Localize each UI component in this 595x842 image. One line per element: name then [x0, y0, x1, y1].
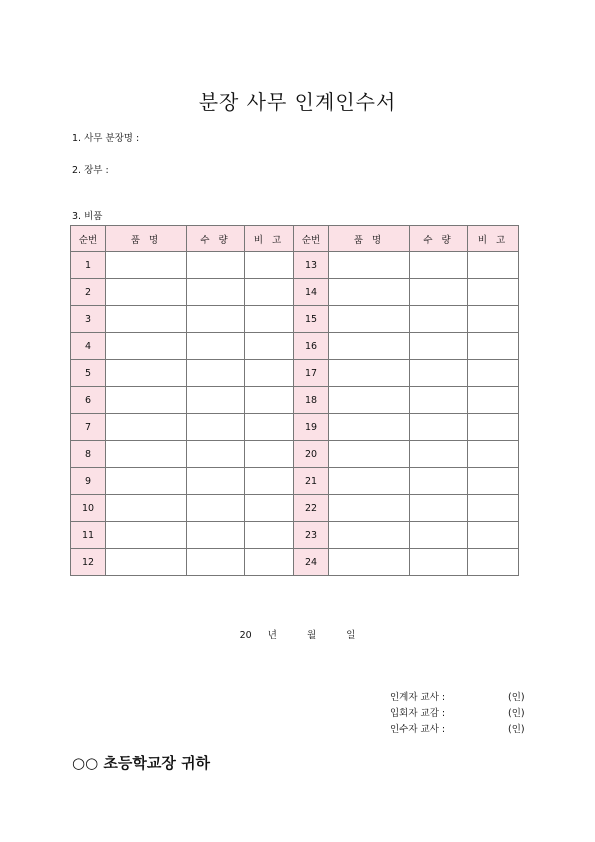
cell-item-left — [106, 333, 187, 360]
table-row — [71, 468, 519, 495]
table-row — [71, 495, 519, 522]
cell-note-left — [245, 522, 294, 549]
cell-item-right — [329, 522, 410, 549]
row-seq-left: 6 — [71, 387, 106, 414]
cell-item-left — [106, 252, 187, 279]
cell-item-right — [329, 495, 410, 522]
cell-item-left — [106, 360, 187, 387]
cell-note-right — [468, 252, 519, 279]
row-seq-left: 3 — [71, 306, 106, 333]
table-row — [71, 387, 519, 414]
stamp-placeholder: (인) — [508, 708, 525, 719]
cell-qty-left — [187, 333, 245, 360]
cell-item-right — [329, 360, 410, 387]
cell-qty-left — [187, 468, 245, 495]
cell-item-left — [106, 279, 187, 306]
cell-note-right — [468, 495, 519, 522]
section-ledger: 2. 장부 : — [72, 165, 109, 176]
cell-item-right — [329, 549, 410, 576]
cell-note-right — [468, 360, 519, 387]
cell-note-left — [245, 306, 294, 333]
date-line — [0, 627, 595, 641]
row-seq-right: 17 — [294, 360, 329, 387]
cell-item-left — [106, 414, 187, 441]
cell-qty-left — [187, 414, 245, 441]
cell-item-left — [106, 549, 187, 576]
equipment-table — [70, 225, 519, 576]
cell-qty-right — [410, 549, 468, 576]
cell-qty-left — [187, 279, 245, 306]
signature-label: 인수자 교사 : — [390, 724, 446, 735]
cell-qty-right — [410, 306, 468, 333]
header-seq: 순번 — [294, 226, 329, 252]
signature-label: 입회자 교감 : — [390, 708, 446, 719]
row-seq-right: 23 — [294, 522, 329, 549]
cell-note-left — [245, 279, 294, 306]
row-seq-right: 22 — [294, 495, 329, 522]
table-row — [71, 441, 519, 468]
row-seq-left: 8 — [71, 441, 106, 468]
table-row — [71, 414, 519, 441]
cell-qty-right — [410, 387, 468, 414]
cell-qty-left — [187, 549, 245, 576]
cell-item-left — [106, 441, 187, 468]
date-day-label: 일 — [346, 630, 356, 641]
cell-item-left — [106, 495, 187, 522]
header-qty: 수 량 — [410, 226, 468, 252]
row-seq-left: 5 — [71, 360, 106, 387]
date-year-label: 년 — [267, 630, 277, 641]
row-seq-right: 16 — [294, 333, 329, 360]
cell-qty-right — [410, 522, 468, 549]
cell-note-right — [468, 441, 519, 468]
cell-qty-left — [187, 522, 245, 549]
cell-qty-left — [187, 252, 245, 279]
row-seq-right: 13 — [294, 252, 329, 279]
date-month-label: 월 — [306, 630, 317, 641]
signature-handover — [390, 689, 525, 703]
cell-note-left — [245, 252, 294, 279]
table-row — [71, 522, 519, 549]
signature-witness — [390, 705, 525, 719]
stamp-placeholder: (인) — [508, 692, 525, 703]
cell-qty-right — [410, 468, 468, 495]
table-row — [71, 333, 519, 360]
row-seq-left: 11 — [71, 522, 106, 549]
cell-item-right — [329, 387, 410, 414]
cell-note-left — [245, 414, 294, 441]
cell-item-left — [106, 468, 187, 495]
cell-item-right — [329, 333, 410, 360]
cell-qty-right — [410, 279, 468, 306]
document-title: 분장 사무 인계인수서 — [198, 90, 397, 114]
cell-qty-left — [187, 360, 245, 387]
row-seq-right: 21 — [294, 468, 329, 495]
row-seq-left: 9 — [71, 468, 106, 495]
header-item: 품 명 — [106, 226, 187, 252]
row-seq-left: 4 — [71, 333, 106, 360]
cell-item-right — [329, 306, 410, 333]
row-seq-right: 18 — [294, 387, 329, 414]
signature-label: 인계자 교사 : — [390, 692, 446, 703]
header-note: 비 고 — [468, 226, 519, 252]
cell-note-right — [468, 522, 519, 549]
cell-qty-right — [410, 360, 468, 387]
cell-note-left — [245, 549, 294, 576]
table-row — [71, 306, 519, 333]
table-header-row — [71, 226, 519, 252]
table-row — [71, 360, 519, 387]
row-seq-right: 14 — [294, 279, 329, 306]
section-equipment: 3. 비품 — [72, 211, 103, 222]
cell-note-right — [468, 279, 519, 306]
cell-note-right — [468, 387, 519, 414]
cell-item-right — [329, 441, 410, 468]
cell-qty-right — [410, 333, 468, 360]
row-seq-right: 19 — [294, 414, 329, 441]
row-seq-right: 24 — [294, 549, 329, 576]
cell-note-right — [468, 333, 519, 360]
cell-note-right — [468, 414, 519, 441]
cell-note-right — [468, 306, 519, 333]
header-note: 비 고 — [245, 226, 294, 252]
cell-qty-right — [410, 252, 468, 279]
cell-note-left — [245, 333, 294, 360]
addressee: ○○ 초등학교장 귀하 — [72, 754, 211, 772]
cell-item-right — [329, 252, 410, 279]
row-seq-left: 7 — [71, 414, 106, 441]
cell-qty-right — [410, 414, 468, 441]
stamp-placeholder: (인) — [508, 724, 525, 735]
cell-note-left — [245, 468, 294, 495]
cell-qty-left — [187, 495, 245, 522]
cell-item-left — [106, 306, 187, 333]
cell-item-left — [106, 522, 187, 549]
row-seq-left: 2 — [71, 279, 106, 306]
cell-note-left — [245, 360, 294, 387]
row-seq-left: 12 — [71, 549, 106, 576]
cell-item-left — [106, 387, 187, 414]
row-seq-right: 20 — [294, 441, 329, 468]
date-year-prefix: 20 — [239, 630, 252, 641]
cell-note-right — [468, 549, 519, 576]
cell-item-right — [329, 279, 410, 306]
row-seq-left: 10 — [71, 495, 106, 522]
cell-qty-right — [410, 441, 468, 468]
table-row — [71, 252, 519, 279]
header-qty: 수 량 — [187, 226, 245, 252]
cell-qty-left — [187, 387, 245, 414]
cell-qty-left — [187, 306, 245, 333]
cell-qty-left — [187, 441, 245, 468]
table-row — [71, 279, 519, 306]
header-seq: 순번 — [71, 226, 106, 252]
cell-qty-right — [410, 495, 468, 522]
row-seq-right: 15 — [294, 306, 329, 333]
cell-item-right — [329, 414, 410, 441]
cell-note-left — [245, 495, 294, 522]
header-item: 품 명 — [329, 226, 410, 252]
signature-receiver — [390, 721, 525, 735]
row-seq-left: 1 — [71, 252, 106, 279]
cell-item-right — [329, 468, 410, 495]
cell-note-left — [245, 441, 294, 468]
cell-note-right — [468, 468, 519, 495]
cell-note-left — [245, 387, 294, 414]
table-row — [71, 549, 519, 576]
section-duty-name: 1. 사무 분장명 : — [72, 133, 140, 144]
